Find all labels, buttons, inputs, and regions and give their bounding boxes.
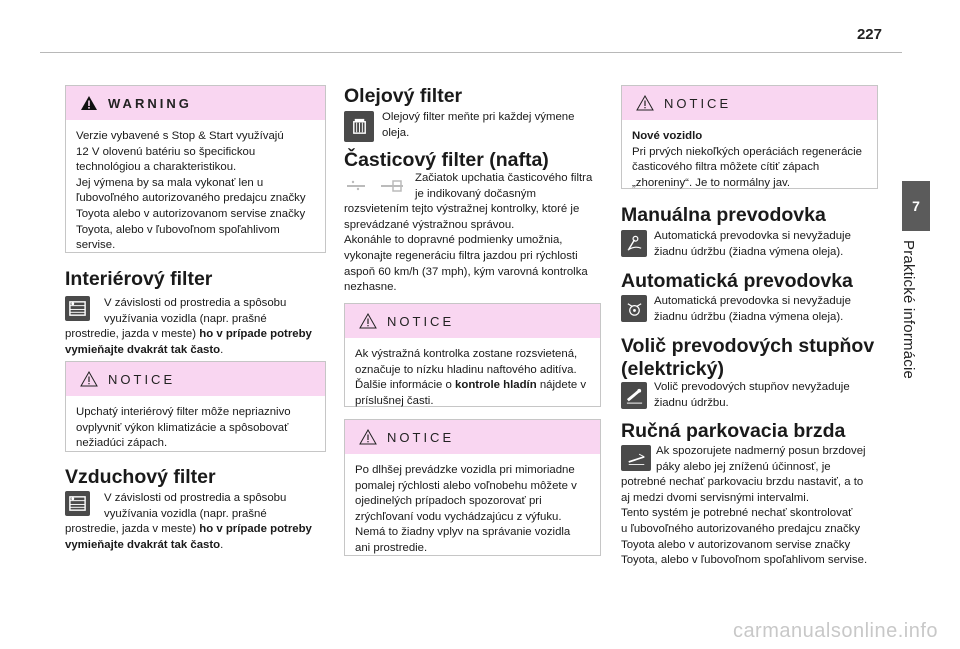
warning-text xyxy=(66,120,325,262)
text-line: zrýchľovaní vodu vychádzajúcu z výfuku. xyxy=(355,510,562,523)
text-line: označuje to nízku hladinu naftového aditíva. xyxy=(355,363,577,376)
text-line: žiadnu údržbu (žiadna výmena oleja). xyxy=(654,245,844,258)
warning-triangle-icon xyxy=(80,95,98,111)
notice-triangle-icon xyxy=(636,95,654,111)
bold-span: kontrole hladín xyxy=(455,379,537,392)
text-line: ľubovoľného autorizovaného predajcu značky xyxy=(76,192,306,205)
chapter-tab[interactable]: 7 xyxy=(902,181,930,231)
text-line: V závislosti od prostredia a spôsobu xyxy=(104,492,287,504)
manual-gearbox-text xyxy=(654,229,879,260)
text-line: žiadnu údržbu (žiadna výmena oleja). xyxy=(654,310,844,323)
automatic-gearbox-text xyxy=(654,294,879,325)
text-line: 12 V olovenú batériu so špecifickou xyxy=(76,145,256,158)
text-line: aspoň 60 km/h (37 mph), kým varovná kontrolka xyxy=(344,265,588,278)
text-line: Pri prvých niekoľkých operáciách regenerácie xyxy=(632,145,862,158)
gear-selector-heading-2: (elektrický) xyxy=(621,358,724,380)
text-line: oleja. xyxy=(382,126,410,139)
oil-filter-text xyxy=(382,110,602,141)
parking-brake-text xyxy=(621,444,881,569)
text-span: nájdete v xyxy=(539,379,587,392)
text-span: . xyxy=(220,343,224,356)
text-line: potrebné nechať parkovaciu brzdu nastaviť, a to xyxy=(621,476,864,489)
warning-header xyxy=(66,86,325,120)
gearbox-icon xyxy=(621,295,647,322)
interior-filter-heading: Interiérový filter xyxy=(65,268,213,290)
text-line: využívania vozidla (napr. prašné xyxy=(104,507,267,520)
text-line: príslušnej časti. xyxy=(355,394,434,407)
text-line: Akonáhle to dopravné podmienky umožnia, xyxy=(344,234,563,247)
manual-gearbox-heading: Manuálna prevodovka xyxy=(621,204,826,226)
notice-text xyxy=(345,454,600,565)
text-line: je indikovaný dočasným xyxy=(415,187,536,200)
text-span: Ďalšie informácie o xyxy=(355,379,452,392)
bold-span: ho v prípade potreby xyxy=(199,328,312,341)
particle-filter-heading: Časticový filter (nafta) xyxy=(344,149,549,171)
text-line: servise. xyxy=(76,239,116,252)
text-line: Volič prevodových stupňov nevyžaduje xyxy=(654,381,850,393)
text-line: Ak výstražná kontrolka zostane rozsvietená, xyxy=(355,348,578,360)
text-line: Ak spozorujete nadmerný posun brzdovej xyxy=(656,445,866,457)
air-filter-text xyxy=(65,491,330,553)
notice-box-4 xyxy=(621,85,878,189)
notice-box-2 xyxy=(344,303,601,407)
text-line xyxy=(65,343,330,359)
chapter-label-wrap xyxy=(900,240,918,380)
warning-box xyxy=(65,85,326,253)
notice-box-3 xyxy=(344,419,601,556)
text-line: sprevádzané výstražnou správou. xyxy=(344,218,515,231)
text-line: Nové vozidlo xyxy=(632,130,703,142)
notice-triangle-icon xyxy=(359,429,377,445)
text-line: aj medzi dvomi servisnými intervalmi. xyxy=(621,491,809,504)
text-line: V závislosti od prostredia a spôsobu xyxy=(104,297,287,309)
notice-text xyxy=(622,120,877,199)
bold-span: ho v prípade potreby xyxy=(199,523,312,536)
notice-header xyxy=(345,420,600,454)
text-line: „zhoreniny“. Je to normálny jav. xyxy=(632,176,791,189)
text-line: Toyota, alebo v ľubovoľnom spoľahlivom xyxy=(76,223,280,236)
oil-filter-heading: Olejový filter xyxy=(344,85,463,107)
text-line: u ľubovoľného autorizovaného predajcu značky xyxy=(621,522,861,535)
text-line: Jej výmena by sa mala vykonať len u xyxy=(76,176,264,189)
text-line: rozsvietením tejto výstražnej kontrolky, ktoré je xyxy=(344,203,580,216)
text-line: nežiadúci zápach. xyxy=(76,437,168,450)
text-line: využívania vozidla (napr. prašné xyxy=(104,312,267,325)
text-line: Automatická prevodovka si nevyžaduje xyxy=(654,230,851,242)
bold-span: vymieňajte dvakrát tak často xyxy=(65,343,221,356)
text-span: prostredie, jazda v meste) xyxy=(65,328,197,341)
text-line: pomalej rýchlosti alebo voľnobehu môžete v xyxy=(355,479,577,492)
text-line: Tento systém je potrebné nechať skontrolovať xyxy=(621,507,853,520)
text-line xyxy=(65,538,330,554)
text-line: ojedinelých prípadoch spozorovať pri xyxy=(355,495,542,508)
notice-text xyxy=(66,396,325,460)
bold-span: vymieňajte dvakrát tak často xyxy=(65,538,221,551)
text-line: Upchatý interiérový filter môže nepriaznivo xyxy=(76,406,291,418)
page-number: 227 xyxy=(856,26,882,43)
notice-header xyxy=(622,86,877,120)
text-line: vykonajte regeneráciu filtra jazdou pri rýchlosti xyxy=(344,249,578,262)
notice-header xyxy=(345,304,600,338)
text-line: Toyota alebo v autorizovanom servise značky xyxy=(621,538,851,551)
notice-triangle-icon xyxy=(359,313,377,329)
notice-header xyxy=(66,362,325,396)
text-line: žiadnu údržbu. xyxy=(654,396,729,409)
gearbox-icon xyxy=(621,230,647,257)
notice-title: NOTICE xyxy=(387,313,455,329)
text-line: Začiatok upchatia časticového filtra xyxy=(415,172,593,184)
parking-brake-heading: Ručná parkovacia brzda xyxy=(621,420,846,442)
text-line: časticového filtra môžete cítiť zápach xyxy=(632,161,820,174)
warning-title: WARNING xyxy=(108,95,192,111)
text-line: nezhasne. xyxy=(344,281,397,294)
text-line: ani prostredie. xyxy=(355,541,428,554)
notice-text xyxy=(345,338,600,417)
text-line: technológiou a charakteristikou. xyxy=(76,161,237,174)
text-line xyxy=(355,378,590,394)
notice-title: NOTICE xyxy=(387,429,455,445)
watermark: carmanualsonline.info xyxy=(732,620,938,642)
text-line: Verzie vybavené s Stop & Start využívajú xyxy=(76,130,284,142)
text-line: Toyota alebo v autorizovanom servise značky xyxy=(76,207,306,220)
text-line: Po dlhšej prevádzke vozidla pri mimoriadne xyxy=(355,464,575,476)
text-span: . xyxy=(220,538,224,551)
text-line: Olejový filter meňte pri každej výmene xyxy=(382,111,575,123)
chapter-label: Praktické informácie xyxy=(900,240,917,380)
particle-filter-text xyxy=(344,171,609,296)
notice-title: NOTICE xyxy=(108,371,176,387)
notice-box-1 xyxy=(65,361,326,452)
gear-selector-icon xyxy=(621,382,647,409)
text-line: Toyota, alebo v ľubovoľnom spoľahlivom servise. xyxy=(621,554,868,567)
text-line: Nemá to žiadny vplyv na správanie vozidla xyxy=(355,526,571,539)
text-line xyxy=(65,522,330,538)
text-span: prostredie, jazda v meste) xyxy=(65,523,197,536)
air-filter-heading: Vzduchový filter xyxy=(65,466,216,488)
gear-selector-text xyxy=(654,380,879,411)
oil-filter-icon xyxy=(344,111,374,142)
notice-triangle-icon xyxy=(80,371,98,387)
text-line: páky alebo jej zníženú účinnosť, je xyxy=(656,460,831,473)
interior-filter-text xyxy=(65,296,330,358)
header-rule xyxy=(40,52,902,53)
text-line xyxy=(65,327,330,343)
notice-title: NOTICE xyxy=(664,95,732,111)
text-line: Automatická prevodovka si nevyžaduje xyxy=(654,295,851,307)
gear-selector-heading: Volič prevodových stupňov xyxy=(621,335,875,357)
automatic-gearbox-heading: Automatická prevodovka xyxy=(621,270,853,292)
text-line: ovplyvniť výkon klimatizácie a spôsobovať xyxy=(76,421,289,434)
